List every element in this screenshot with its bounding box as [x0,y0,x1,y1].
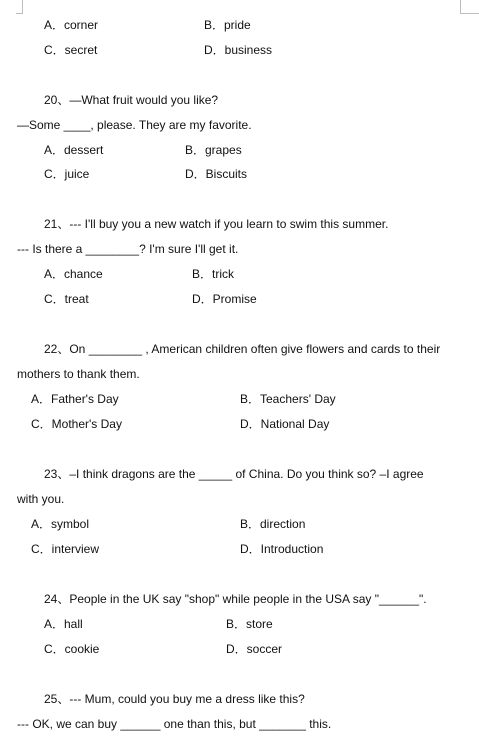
question-22-line: mothers to thank them. [17,367,140,381]
q23-option-a: A．symbol [31,517,90,531]
question-21-stem: 21、--- I'll buy you a new watch if you learn to swim this summer. [44,217,389,231]
q21-option-c: C．treat [44,292,89,306]
question-21-line: --- Is there a ________? I'm sure I'll get it. [17,242,239,256]
q20-option-d: D．Biscuits [185,167,248,181]
q22-option-c: C．Mother's Day [31,417,122,431]
q21-option-b: B．trick [192,267,235,281]
option-c: C．secret [44,43,98,57]
question-24-stem: 24、People in the UK say "shop" while people in the USA say "______". [44,592,427,606]
q22-option-d: D．National Day [240,417,330,431]
question-23-line: with you. [17,492,65,506]
option-d: D．business [204,43,273,57]
q22-option-b: B．Teachers' Day [240,392,336,406]
question-20-line: —Some ____, please. They are my favorite. [17,118,252,132]
q21-option-d: D．Promise [192,292,257,306]
q20-option-c: C．juice [44,167,90,181]
q20-option-a: A．dessert [44,143,104,157]
question-22-stem: 22、On ________ , American children often give flowers and cards to their [44,342,441,356]
option-b: B．pride [204,18,251,32]
page-corner-mark-right [460,0,479,14]
q21-option-a: A．chance [44,267,103,281]
question-23-stem: 23、–I think dragons are the _____ of China. Do you think so? –I agree [44,467,424,481]
q24-option-a: A．hall [44,617,83,631]
page-corner-mark-left [16,0,23,14]
q24-option-b: B．store [226,617,273,631]
q23-option-c: C．interview [31,542,100,556]
q23-option-b: B．direction [240,517,306,531]
option-a: A．corner [44,18,99,32]
question-25-line: --- OK, we can buy ______ one than this, but _______ this. [17,717,332,731]
q24-option-c: C．cookie [44,642,100,656]
question-25-stem: 25、--- Mum, could you buy me a dress like this? [44,692,305,706]
q22-option-a: A．Father's Day [31,392,119,406]
q23-option-d: D．Introduction [240,542,324,556]
q20-option-b: B．grapes [185,143,242,157]
q24-option-d: D．soccer [226,642,283,656]
question-20-stem: 20、—What fruit would you like? [44,93,219,107]
